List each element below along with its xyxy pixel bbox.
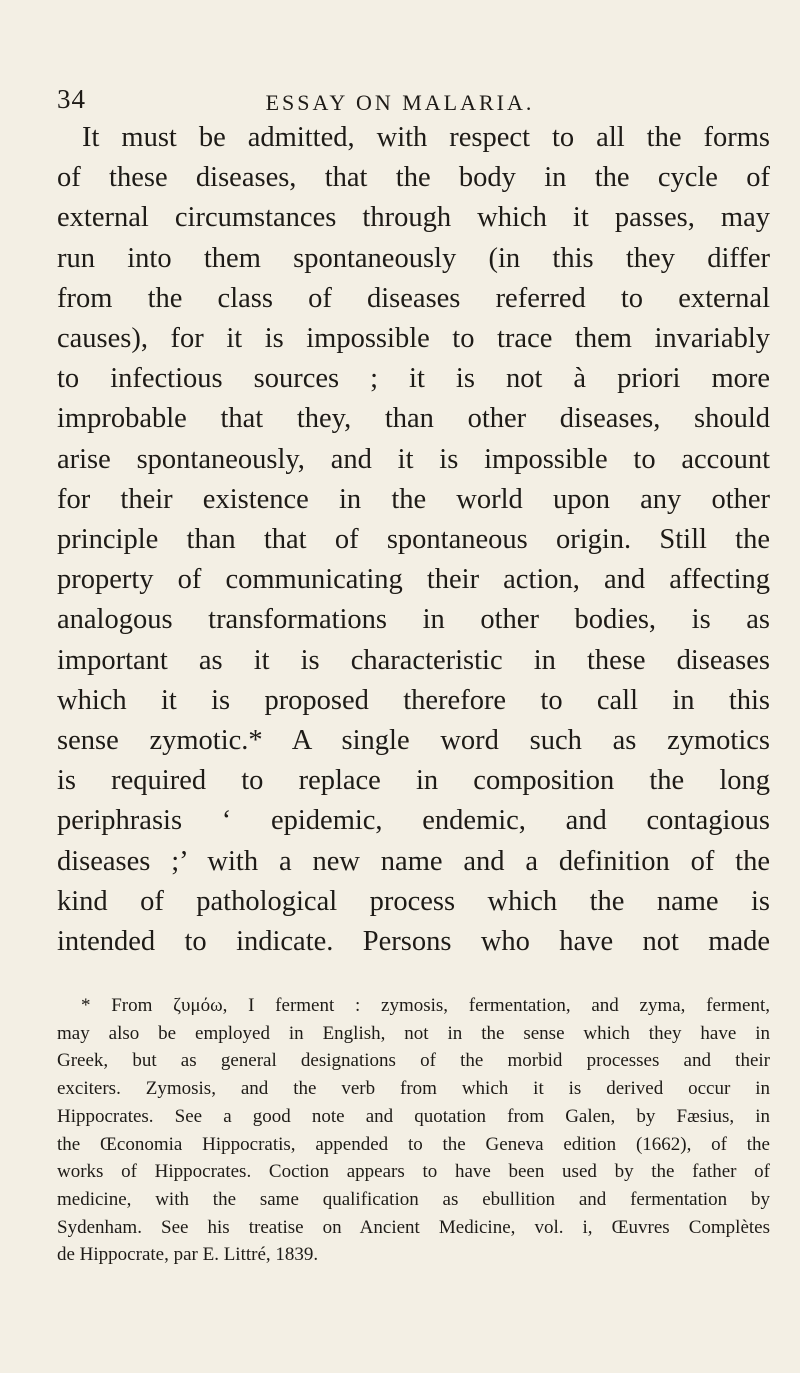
body-line: to infectious sources ; it is not à priori more [57,363,770,395]
footnote-line: works of Hippocrates. Coction appears to have been used by the father of [57,1161,770,1183]
body-line: for their existence in the world upon any other [57,483,770,515]
body-line: causes), for it is impossible to trace them invariably [57,323,770,355]
body-line: important as it is characteristic in these diseases [57,644,770,676]
footnote-line: Hippocrates. See a good note and quotation from Galen, by Fæsius, in [57,1105,770,1127]
body-line: is required to replace in composition the long [57,765,770,797]
body-paragraph [57,118,770,962]
body-line: from the class of diseases referred to external [57,282,770,314]
footnote-line: de Hippocrate, par E. Littré, 1839. [57,1244,319,1266]
footnote-line: * From ζυμόω, I ferment : zymosis, fermentation, and zyma, ferment, [81,995,770,1016]
footnote-line: the Œconomia Hippocratis, appended to the Geneva edition (1662), of the [57,1133,770,1155]
running-head: ESSAY ON MALARIA. [265,90,535,115]
body-line: principle than that of spontaneous origin. Still the [57,524,770,556]
body-line: intended to indicate. Persons who have not made [57,926,770,958]
body-line: periphrasis ‘ epidemic, endemic, and contagious [57,805,770,837]
body-line: improbable that they, than other diseases, should [57,403,770,435]
body-line: analogous transformations in other bodies, is as [57,604,770,636]
body-line: arise spontaneously, and it is impossible to account [57,443,770,475]
body-line: which it is proposed therefore to call in this [57,684,770,716]
body-line: sense zymotic.* A single word such as zymotics [57,725,770,757]
footnote-line: Greek, but as general designations of the morbid processes and their [57,1050,770,1072]
footnote-line: may also be employed in English, not in the sense which they have in [57,1022,770,1044]
body-line: diseases ;’ with a new name and a definition of the [57,845,770,877]
body-line: external circumstances through which it passes, may [57,202,770,234]
body-line: kind of pathological process which the name is [57,885,770,917]
body-line: property of communicating their action, and affecting [57,564,770,596]
footnote [57,992,770,1269]
footnote-line: Sydenham. See his treatise on Ancient Medicine, vol. i, Œuvres Complètes [57,1216,770,1238]
page-number: 34 [57,84,86,114]
footnote-line: exciters. Zymosis, and the verb from which it is derived occur in [57,1078,770,1100]
footnote-line: medicine, with the same qualification as ebullition and fermentation by [57,1188,770,1210]
body-line: It must be admitted, with respect to all the forms [82,122,770,153]
body-line: run into them spontaneously (in this they differ [57,242,770,274]
body-line: of these diseases, that the body in the cycle of [57,162,770,194]
